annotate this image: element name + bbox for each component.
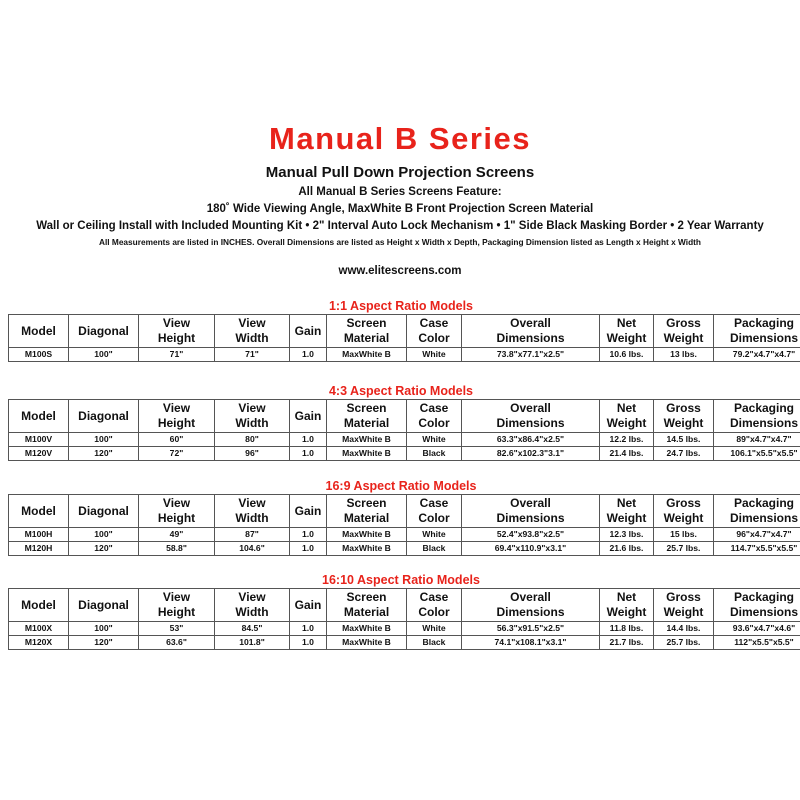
column-header bbox=[215, 589, 290, 622]
column-header bbox=[139, 495, 215, 528]
table-cell: 100" bbox=[69, 433, 139, 447]
table-cell: 120" bbox=[69, 542, 139, 556]
table-cell: 100" bbox=[69, 622, 139, 636]
column-header-line: Gain bbox=[294, 323, 322, 338]
column-header bbox=[215, 315, 290, 348]
section-title: 16:9 Aspect Ratio Models bbox=[325, 479, 477, 493]
table-cell: 63.6" bbox=[139, 636, 215, 650]
column-header-line: Diagonal bbox=[78, 408, 129, 423]
column-header-line: View bbox=[162, 316, 191, 330]
table-cell: White bbox=[407, 348, 462, 362]
column-header-line: Dimensions bbox=[496, 511, 565, 525]
table-cell: 79.2"x4.7"x4.7" bbox=[714, 348, 800, 362]
column-header bbox=[462, 495, 600, 528]
column-header-line: Gain bbox=[294, 597, 322, 612]
column-header-line: Dimensions bbox=[496, 416, 565, 430]
table-cell: 72" bbox=[139, 447, 215, 461]
column-header-line: Packaging bbox=[733, 496, 795, 510]
table-cell: 120" bbox=[69, 636, 139, 650]
column-header-line: Dimensions bbox=[496, 331, 565, 345]
column-header bbox=[69, 495, 139, 528]
column-header bbox=[290, 400, 327, 433]
spec-table bbox=[8, 588, 800, 650]
table-cell: 24.7 lbs. bbox=[654, 447, 714, 461]
website-text: www.elitescreens.com bbox=[338, 265, 462, 277]
table-cell: 1.0 bbox=[290, 433, 327, 447]
table-cell: 14.4 lbs. bbox=[654, 622, 714, 636]
table-cell: 112"x5.5"x5.5" bbox=[714, 636, 800, 650]
table-cell: 21.6 lbs. bbox=[600, 542, 654, 556]
table-cell: 53" bbox=[139, 622, 215, 636]
column-header bbox=[139, 315, 215, 348]
table-cell: MaxWhite B bbox=[327, 433, 407, 447]
section-title: 1:1 Aspect Ratio Models bbox=[328, 299, 473, 313]
column-header bbox=[290, 495, 327, 528]
table-cell: 49" bbox=[139, 528, 215, 542]
table-cell: 11.8 lbs. bbox=[600, 622, 654, 636]
column-header bbox=[714, 400, 800, 433]
section-16-9 bbox=[8, 478, 798, 556]
table-cell: 82.6"x102.3"3.1" bbox=[462, 447, 600, 461]
column-header-line: Diagonal bbox=[78, 323, 129, 338]
column-header-line: Dimensions bbox=[729, 605, 798, 619]
table-cell: 25.7 lbs. bbox=[654, 542, 714, 556]
column-header-line: Weight bbox=[663, 331, 704, 345]
column-header-line: Weight bbox=[606, 511, 647, 525]
column-header-line: Width bbox=[235, 511, 269, 525]
column-header-line: Height bbox=[157, 605, 196, 619]
table-cell: M120V bbox=[9, 447, 69, 461]
column-header-line: Packaging bbox=[733, 590, 795, 604]
column-header-line: Overall bbox=[510, 401, 551, 415]
column-header-line: Height bbox=[157, 416, 196, 430]
column-header-line: Model bbox=[21, 503, 56, 518]
table-cell: Black bbox=[407, 542, 462, 556]
column-header bbox=[407, 400, 462, 433]
feature-intro: All Manual B Series Screens Feature: bbox=[298, 186, 502, 198]
table-header-row bbox=[9, 400, 800, 433]
column-header-line: Model bbox=[21, 408, 56, 423]
table-cell: White bbox=[407, 433, 462, 447]
table-cell: 14.5 lbs. bbox=[654, 433, 714, 447]
column-header-line: Dimensions bbox=[496, 605, 565, 619]
column-header bbox=[462, 400, 600, 433]
column-header-line: Model bbox=[21, 597, 56, 612]
table-cell: 100" bbox=[69, 528, 139, 542]
feature-line-2: Wall or Ceiling Install with Included Mounting Kit • 2" Interval Auto Lock Mechanism • 1" Side Black Masking Border • 2 Year Warranty bbox=[36, 220, 764, 232]
column-header bbox=[139, 400, 215, 433]
table-cell: 96" bbox=[215, 447, 290, 461]
table-cell: M100H bbox=[9, 528, 69, 542]
column-header-line: Gain bbox=[294, 503, 322, 518]
table-cell: 1.0 bbox=[290, 447, 327, 461]
table-row bbox=[9, 447, 800, 461]
table-cell: 1.0 bbox=[290, 542, 327, 556]
column-header-line: View bbox=[238, 401, 266, 415]
table-cell: 1.0 bbox=[290, 636, 327, 650]
column-header-line: Material bbox=[343, 605, 390, 619]
column-header bbox=[407, 589, 462, 622]
column-header bbox=[462, 589, 600, 622]
column-header-line: Gross bbox=[666, 496, 701, 510]
table-cell: 10.6 lbs. bbox=[600, 348, 654, 362]
column-header bbox=[290, 315, 327, 348]
table-cell: 1.0 bbox=[290, 348, 327, 362]
column-header-line: Weight bbox=[663, 605, 704, 619]
table-row bbox=[9, 542, 800, 556]
column-header bbox=[327, 315, 407, 348]
table-cell: 87" bbox=[215, 528, 290, 542]
table-cell: Black bbox=[407, 447, 462, 461]
table-cell: 71" bbox=[139, 348, 215, 362]
column-header bbox=[407, 495, 462, 528]
column-header bbox=[654, 400, 714, 433]
table-cell: 13 lbs. bbox=[654, 348, 714, 362]
column-header-line: Screen bbox=[346, 316, 387, 330]
page-title: Manual B Series bbox=[269, 121, 531, 156]
table-cell: Black bbox=[407, 636, 462, 650]
table-cell: 84.5" bbox=[215, 622, 290, 636]
column-header bbox=[600, 589, 654, 622]
column-header-line: Color bbox=[418, 605, 450, 619]
column-header bbox=[9, 400, 69, 433]
column-header-line: Weight bbox=[663, 511, 704, 525]
column-header-line: Dimensions bbox=[729, 416, 798, 430]
column-header bbox=[462, 315, 600, 348]
column-header-line: Gross bbox=[666, 401, 701, 415]
column-header-line: Overall bbox=[510, 316, 551, 330]
column-header-line: Packaging bbox=[733, 316, 795, 330]
table-cell: 101.8" bbox=[215, 636, 290, 650]
table-cell: MaxWhite B bbox=[327, 636, 407, 650]
column-header bbox=[714, 495, 800, 528]
table-cell: 12.2 lbs. bbox=[600, 433, 654, 447]
section-title: 4:3 Aspect Ratio Models bbox=[328, 384, 473, 398]
column-header bbox=[139, 589, 215, 622]
table-cell: 69.4"x110.9"x3.1" bbox=[462, 542, 600, 556]
table-cell: M120H bbox=[9, 542, 69, 556]
column-header-line: Model bbox=[21, 323, 56, 338]
column-header-line: Color bbox=[418, 416, 450, 430]
column-header-line: Dimensions bbox=[729, 511, 798, 525]
column-header bbox=[9, 589, 69, 622]
table-cell: White bbox=[407, 528, 462, 542]
column-header-line: Case bbox=[419, 496, 449, 510]
table-row bbox=[9, 528, 800, 542]
column-header-line: Screen bbox=[346, 496, 387, 510]
column-header-line: Diagonal bbox=[78, 503, 129, 518]
column-header-line: Weight bbox=[606, 416, 647, 430]
table-cell: 21.4 lbs. bbox=[600, 447, 654, 461]
section-title: 16:10 Aspect Ratio Models bbox=[322, 573, 480, 587]
column-header-line: Screen bbox=[346, 590, 387, 604]
table-cell: MaxWhite B bbox=[327, 348, 407, 362]
table-cell: 1.0 bbox=[290, 622, 327, 636]
table-header-row bbox=[9, 495, 800, 528]
table-cell: White bbox=[407, 622, 462, 636]
table-cell: 25.7 lbs. bbox=[654, 636, 714, 650]
spec-table bbox=[8, 314, 800, 362]
column-header bbox=[327, 589, 407, 622]
column-header bbox=[69, 400, 139, 433]
column-header-line: View bbox=[238, 316, 266, 330]
column-header-line: Height bbox=[157, 331, 196, 345]
column-header bbox=[327, 495, 407, 528]
column-header-line: View bbox=[238, 496, 266, 510]
column-header-line: Weight bbox=[663, 416, 704, 430]
table-header-row bbox=[9, 589, 800, 622]
column-header-line: Case bbox=[419, 401, 449, 415]
column-header-line: Gross bbox=[666, 316, 701, 330]
column-header bbox=[714, 315, 800, 348]
column-header bbox=[714, 589, 800, 622]
table-cell: 104.6" bbox=[215, 542, 290, 556]
column-header bbox=[215, 495, 290, 528]
table-row bbox=[9, 636, 800, 650]
measurement-note: All Measurements are listed in INCHES. Overall Dimensions are listed as Height x Width x Depth, Packaging Dimension listed as Length x Height x Width bbox=[99, 237, 701, 247]
table-row bbox=[9, 433, 800, 447]
column-header-line: Net bbox=[616, 590, 637, 604]
column-header-line: Net bbox=[616, 496, 637, 510]
table-row bbox=[9, 348, 800, 362]
table-header-row bbox=[9, 315, 800, 348]
column-header-line: View bbox=[162, 401, 191, 415]
column-header-line: Material bbox=[343, 331, 390, 345]
section-1-1 bbox=[8, 298, 798, 362]
column-header-line: Width bbox=[235, 331, 269, 345]
table-cell: 71" bbox=[215, 348, 290, 362]
column-header-line: Net bbox=[616, 401, 637, 415]
page-subtitle: Manual Pull Down Projection Screens bbox=[265, 164, 535, 181]
column-header bbox=[654, 315, 714, 348]
table-cell: 52.4"x93.8"x2.5" bbox=[462, 528, 600, 542]
table-cell: MaxWhite B bbox=[327, 542, 407, 556]
table-cell: MaxWhite B bbox=[327, 528, 407, 542]
column-header bbox=[600, 315, 654, 348]
table-cell: 74.1"x108.1"x3.1" bbox=[462, 636, 600, 650]
table-cell: 60" bbox=[139, 433, 215, 447]
table-cell: 21.7 lbs. bbox=[600, 636, 654, 650]
column-header-line: Color bbox=[418, 511, 450, 525]
table-cell: M100S bbox=[9, 348, 69, 362]
section-4-3 bbox=[8, 383, 798, 461]
column-header bbox=[407, 315, 462, 348]
table-cell: 120" bbox=[69, 447, 139, 461]
table-cell: 56.3"x91.5"x2.5" bbox=[462, 622, 600, 636]
spec-table bbox=[8, 494, 800, 556]
table-cell: M100X bbox=[9, 622, 69, 636]
column-header bbox=[290, 589, 327, 622]
column-header-line: View bbox=[162, 590, 191, 604]
column-header-line: Material bbox=[343, 511, 390, 525]
column-header bbox=[69, 315, 139, 348]
column-header-line: Height bbox=[157, 511, 196, 525]
table-cell: 114.7"x5.5"x5.5" bbox=[714, 542, 800, 556]
section-16-10 bbox=[8, 572, 798, 650]
column-header bbox=[327, 400, 407, 433]
column-header bbox=[69, 589, 139, 622]
column-header-line: Weight bbox=[606, 605, 647, 619]
column-header-line: Diagonal bbox=[78, 597, 129, 612]
table-cell: 73.8"x77.1"x2.5" bbox=[462, 348, 600, 362]
column-header-line: Net bbox=[616, 316, 637, 330]
table-cell: 12.3 lbs. bbox=[600, 528, 654, 542]
table-cell: 1.0 bbox=[290, 528, 327, 542]
table-cell: 63.3"x86.4"x2.5" bbox=[462, 433, 600, 447]
column-header-line: Case bbox=[419, 316, 449, 330]
column-header-line: Gain bbox=[294, 408, 322, 423]
spec-table bbox=[8, 399, 800, 461]
table-cell: 106.1"x5.5"x5.5" bbox=[714, 447, 800, 461]
column-header-line: Packaging bbox=[733, 401, 795, 415]
table-cell: M120X bbox=[9, 636, 69, 650]
column-header-line: Width bbox=[235, 605, 269, 619]
column-header-line: Width bbox=[235, 416, 269, 430]
column-header bbox=[654, 495, 714, 528]
table-cell: 100" bbox=[69, 348, 139, 362]
column-header bbox=[600, 495, 654, 528]
column-header-line: Dimensions bbox=[729, 331, 798, 345]
column-header-line: Screen bbox=[346, 401, 387, 415]
table-cell: MaxWhite B bbox=[327, 622, 407, 636]
table-cell: 96"x4.7"x4.7" bbox=[714, 528, 800, 542]
table-row bbox=[9, 622, 800, 636]
column-header bbox=[9, 315, 69, 348]
column-header-line: View bbox=[162, 496, 191, 510]
column-header bbox=[600, 400, 654, 433]
column-header-line: Overall bbox=[510, 590, 551, 604]
table-cell: 80" bbox=[215, 433, 290, 447]
column-header-line: View bbox=[238, 590, 266, 604]
column-header-line: Case bbox=[419, 590, 449, 604]
column-header bbox=[215, 400, 290, 433]
table-cell: 15 lbs. bbox=[654, 528, 714, 542]
column-header bbox=[654, 589, 714, 622]
column-header-line: Overall bbox=[510, 496, 551, 510]
column-header-line: Weight bbox=[606, 331, 647, 345]
column-header-line: Gross bbox=[666, 590, 701, 604]
column-header bbox=[9, 495, 69, 528]
table-cell: 89"x4.7"x4.7" bbox=[714, 433, 800, 447]
table-cell: 93.6"x4.7"x4.6" bbox=[714, 622, 800, 636]
feature-line-1: 180˚ Wide Viewing Angle, MaxWhite B Front Projection Screen Material bbox=[206, 203, 594, 215]
table-cell: MaxWhite B bbox=[327, 447, 407, 461]
table-cell: M100V bbox=[9, 433, 69, 447]
column-header-line: Color bbox=[418, 331, 450, 345]
table-cell: 58.8" bbox=[139, 542, 215, 556]
column-header-line: Material bbox=[343, 416, 390, 430]
